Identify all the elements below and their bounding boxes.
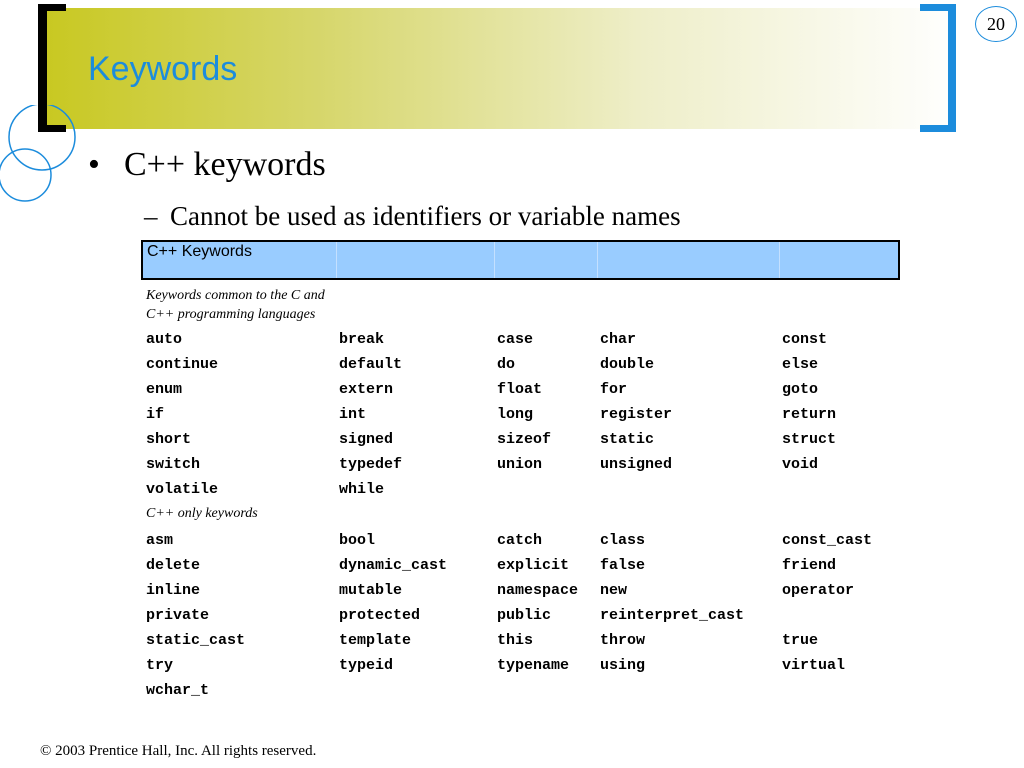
section-label-cpp-only: C++ only keywords — [146, 506, 258, 521]
sub-bullet-item — [144, 201, 681, 232]
table-row — [146, 402, 906, 427]
keyword-cell: using — [600, 656, 646, 674]
page-number: 20 — [975, 6, 1017, 42]
keyword-cell: volatile — [146, 481, 219, 498]
copyright-footer: © 2003 Prentice Hall, Inc. All rights reserved. — [40, 743, 317, 759]
decorative-circles — [0, 105, 80, 205]
keywords-table-header — [141, 240, 900, 280]
keyword-cell: namespace — [497, 581, 579, 599]
table-row — [146, 678, 906, 703]
keyword-cell — [782, 678, 902, 703]
keyword-cell: try — [146, 656, 174, 674]
keyword-cell: wchar_t — [146, 681, 210, 699]
table-row — [146, 528, 906, 553]
keyword-cell: extern — [339, 381, 394, 398]
section-label-common: Keywords common to the C and C++ programming languages — [146, 288, 325, 322]
keyword-cell: operator — [782, 581, 855, 599]
dash-icon: – — [144, 201, 158, 231]
keyword-cell: const_cast — [782, 531, 873, 549]
keyword-cell — [600, 678, 782, 703]
keyword-cell: this — [497, 631, 534, 649]
keyword-cell: break — [339, 331, 385, 348]
keyword-cell: auto — [146, 331, 183, 348]
keyword-cell — [497, 477, 600, 502]
keyword-cell: switch — [146, 456, 201, 473]
keyword-cell: register — [600, 406, 673, 423]
keyword-cell: reinterpret_cast — [600, 606, 745, 624]
keyword-cell: new — [600, 581, 628, 599]
keyword-cell: delete — [146, 556, 201, 574]
keyword-cell: catch — [497, 531, 543, 549]
keyword-cell: typename — [497, 656, 570, 674]
keyword-cell: public — [497, 606, 552, 624]
common-keywords-rows — [146, 327, 906, 502]
keyword-cell: long — [497, 406, 534, 423]
table-row — [146, 628, 906, 653]
keyword-cell: dynamic_cast — [339, 556, 448, 574]
table-row — [146, 352, 906, 377]
table-row — [146, 377, 906, 402]
table-row — [146, 452, 906, 477]
keyword-cell: true — [782, 631, 819, 649]
table-row — [146, 603, 906, 628]
keyword-cell: return — [782, 406, 837, 423]
keyword-cell: unsigned — [600, 456, 673, 473]
keyword-cell: typeid — [339, 656, 394, 674]
right-bracket-decoration — [920, 4, 956, 132]
keyword-cell: static — [600, 431, 655, 448]
keyword-cell: static_cast — [146, 631, 246, 649]
bullet-item — [88, 146, 326, 184]
keyword-cell: signed — [339, 431, 394, 448]
keywords-table-body — [146, 287, 906, 703]
keyword-cell: double — [600, 356, 655, 373]
keyword-cell: sizeof — [497, 431, 552, 448]
table-row — [146, 653, 906, 678]
cpp-only-keywords-rows — [146, 528, 906, 703]
keyword-cell: false — [600, 556, 646, 574]
keyword-cell — [497, 678, 600, 703]
keyword-cell: void — [782, 456, 819, 473]
keyword-cell: else — [782, 356, 819, 373]
bullet-text: C++ keywords — [124, 146, 326, 183]
keyword-cell: const — [782, 331, 828, 348]
table-row — [146, 427, 906, 452]
keyword-cell: continue — [146, 356, 219, 373]
slide-title: Keywords — [88, 50, 238, 88]
keyword-cell: while — [339, 481, 385, 498]
sub-bullet-text: Cannot be used as identifiers or variable names — [170, 201, 681, 231]
keyword-cell: inline — [146, 581, 201, 599]
keyword-cell: case — [497, 331, 534, 348]
keyword-cell — [600, 477, 782, 502]
keyword-cell: union — [497, 456, 543, 473]
keyword-cell: explicit — [497, 556, 570, 574]
keyword-cell: template — [339, 631, 412, 649]
table-header-title: C++ Keywords — [147, 243, 252, 260]
keyword-cell: enum — [146, 381, 183, 398]
keyword-cell — [339, 678, 497, 703]
keyword-cell: virtual — [782, 656, 846, 674]
keyword-cell: class — [600, 531, 646, 549]
keyword-cell: do — [497, 356, 516, 373]
keyword-cell: typedef — [339, 456, 403, 473]
keyword-cell: char — [600, 331, 637, 348]
keyword-cell: goto — [782, 381, 819, 398]
keyword-cell: struct — [782, 431, 837, 448]
keyword-cell — [782, 477, 902, 502]
keyword-cell: protected — [339, 606, 421, 624]
table-row — [146, 327, 906, 352]
keyword-cell: friend — [782, 556, 837, 574]
keyword-cell: bool — [339, 531, 376, 549]
keyword-cell: short — [146, 431, 192, 448]
bullet-dot-icon: • — [88, 146, 100, 183]
keyword-cell: mutable — [339, 581, 403, 599]
keyword-cell — [782, 603, 902, 628]
keyword-cell: float — [497, 381, 543, 398]
keyword-cell: default — [339, 356, 403, 373]
table-row — [146, 578, 906, 603]
table-row — [146, 553, 906, 578]
keyword-cell: asm — [146, 531, 174, 549]
keyword-cell: if — [146, 406, 165, 423]
keyword-cell: throw — [600, 631, 646, 649]
keyword-cell: for — [600, 381, 628, 398]
keyword-cell: private — [146, 606, 210, 624]
table-row — [146, 477, 906, 502]
keyword-cell: int — [339, 406, 367, 423]
